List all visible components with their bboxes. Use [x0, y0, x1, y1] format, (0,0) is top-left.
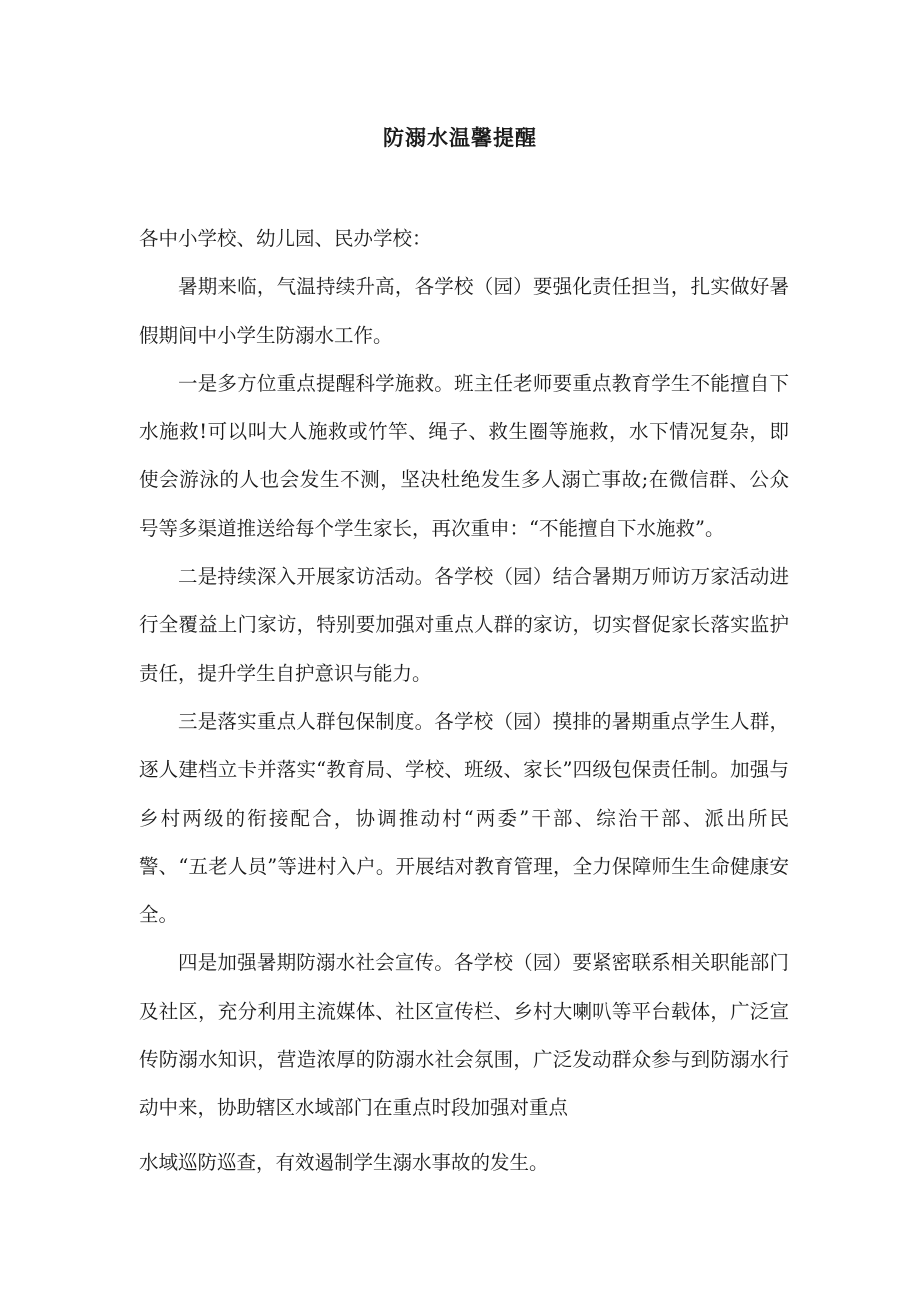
paragraph-home-visit: 二是持续深入开展家访活动。各学校（园）结合暑期万师访万家活动进行全覆益上门家访，特别要加强对重点人群的家访，切实督促家长落实监护责任，提升学生自护意识与能力。 [139, 565, 789, 685]
paragraph-publicity: 四是加强暑期防溺水社会宣传。各学校（园）要紧密联系相关职能部门及社区，充分利用主流媒体、社区宣传栏、乡村大喇叭等平台载体，广泛宣传防溺水知识，营造浓厚的防溺水社会氛围，广泛发动群众参与到防溺水行动中来，协助辖区水域部门在重点时段加强对重点 [139, 951, 789, 1120]
document-body [139, 215, 789, 1187]
paragraph-key-groups: 三是落实重点人群包保制度。各学校（园）摸排的暑期重点学生人群，逐人建档立卡并落实“教育局、学校、班级、家长”四级包保责任制。加强与乡村两级的衔接配合，协调推动村“两委”干部、综治干部、派出所民警、“五老人员”等进村入户。开展结对教育管理，全力保障师生生命健康安全。 [139, 709, 789, 927]
document-title: 防溺水温馨提醒 [383, 126, 537, 150]
paragraph-closing-line: 水域巡防巡查，有效遏制学生溺水事故的发生。 [139, 1150, 549, 1174]
paragraph-rescue: 一是多方位重点提醒科学施救。班主任老师要重点教育学生不能擅自下水施救!可以叫大人施救或竹竿、绳子、救生圈等施救，水下情况复杂，即使会游泳的人也会发生不测，坚决杜绝发生多人溺亡事故;在微信群、公众号等多渠道推送给每个学生家长，再次重申：“不能擅自下水施救”。 [139, 371, 789, 540]
paragraph-intro: 暑期来临，气温持续升高，各学校（园）要强化责任担当，扎实做好暑假期间中小学生防溺水工作。 [139, 275, 789, 347]
salutation: 各中小学校、幼儿园、民办学校： [139, 227, 432, 250]
